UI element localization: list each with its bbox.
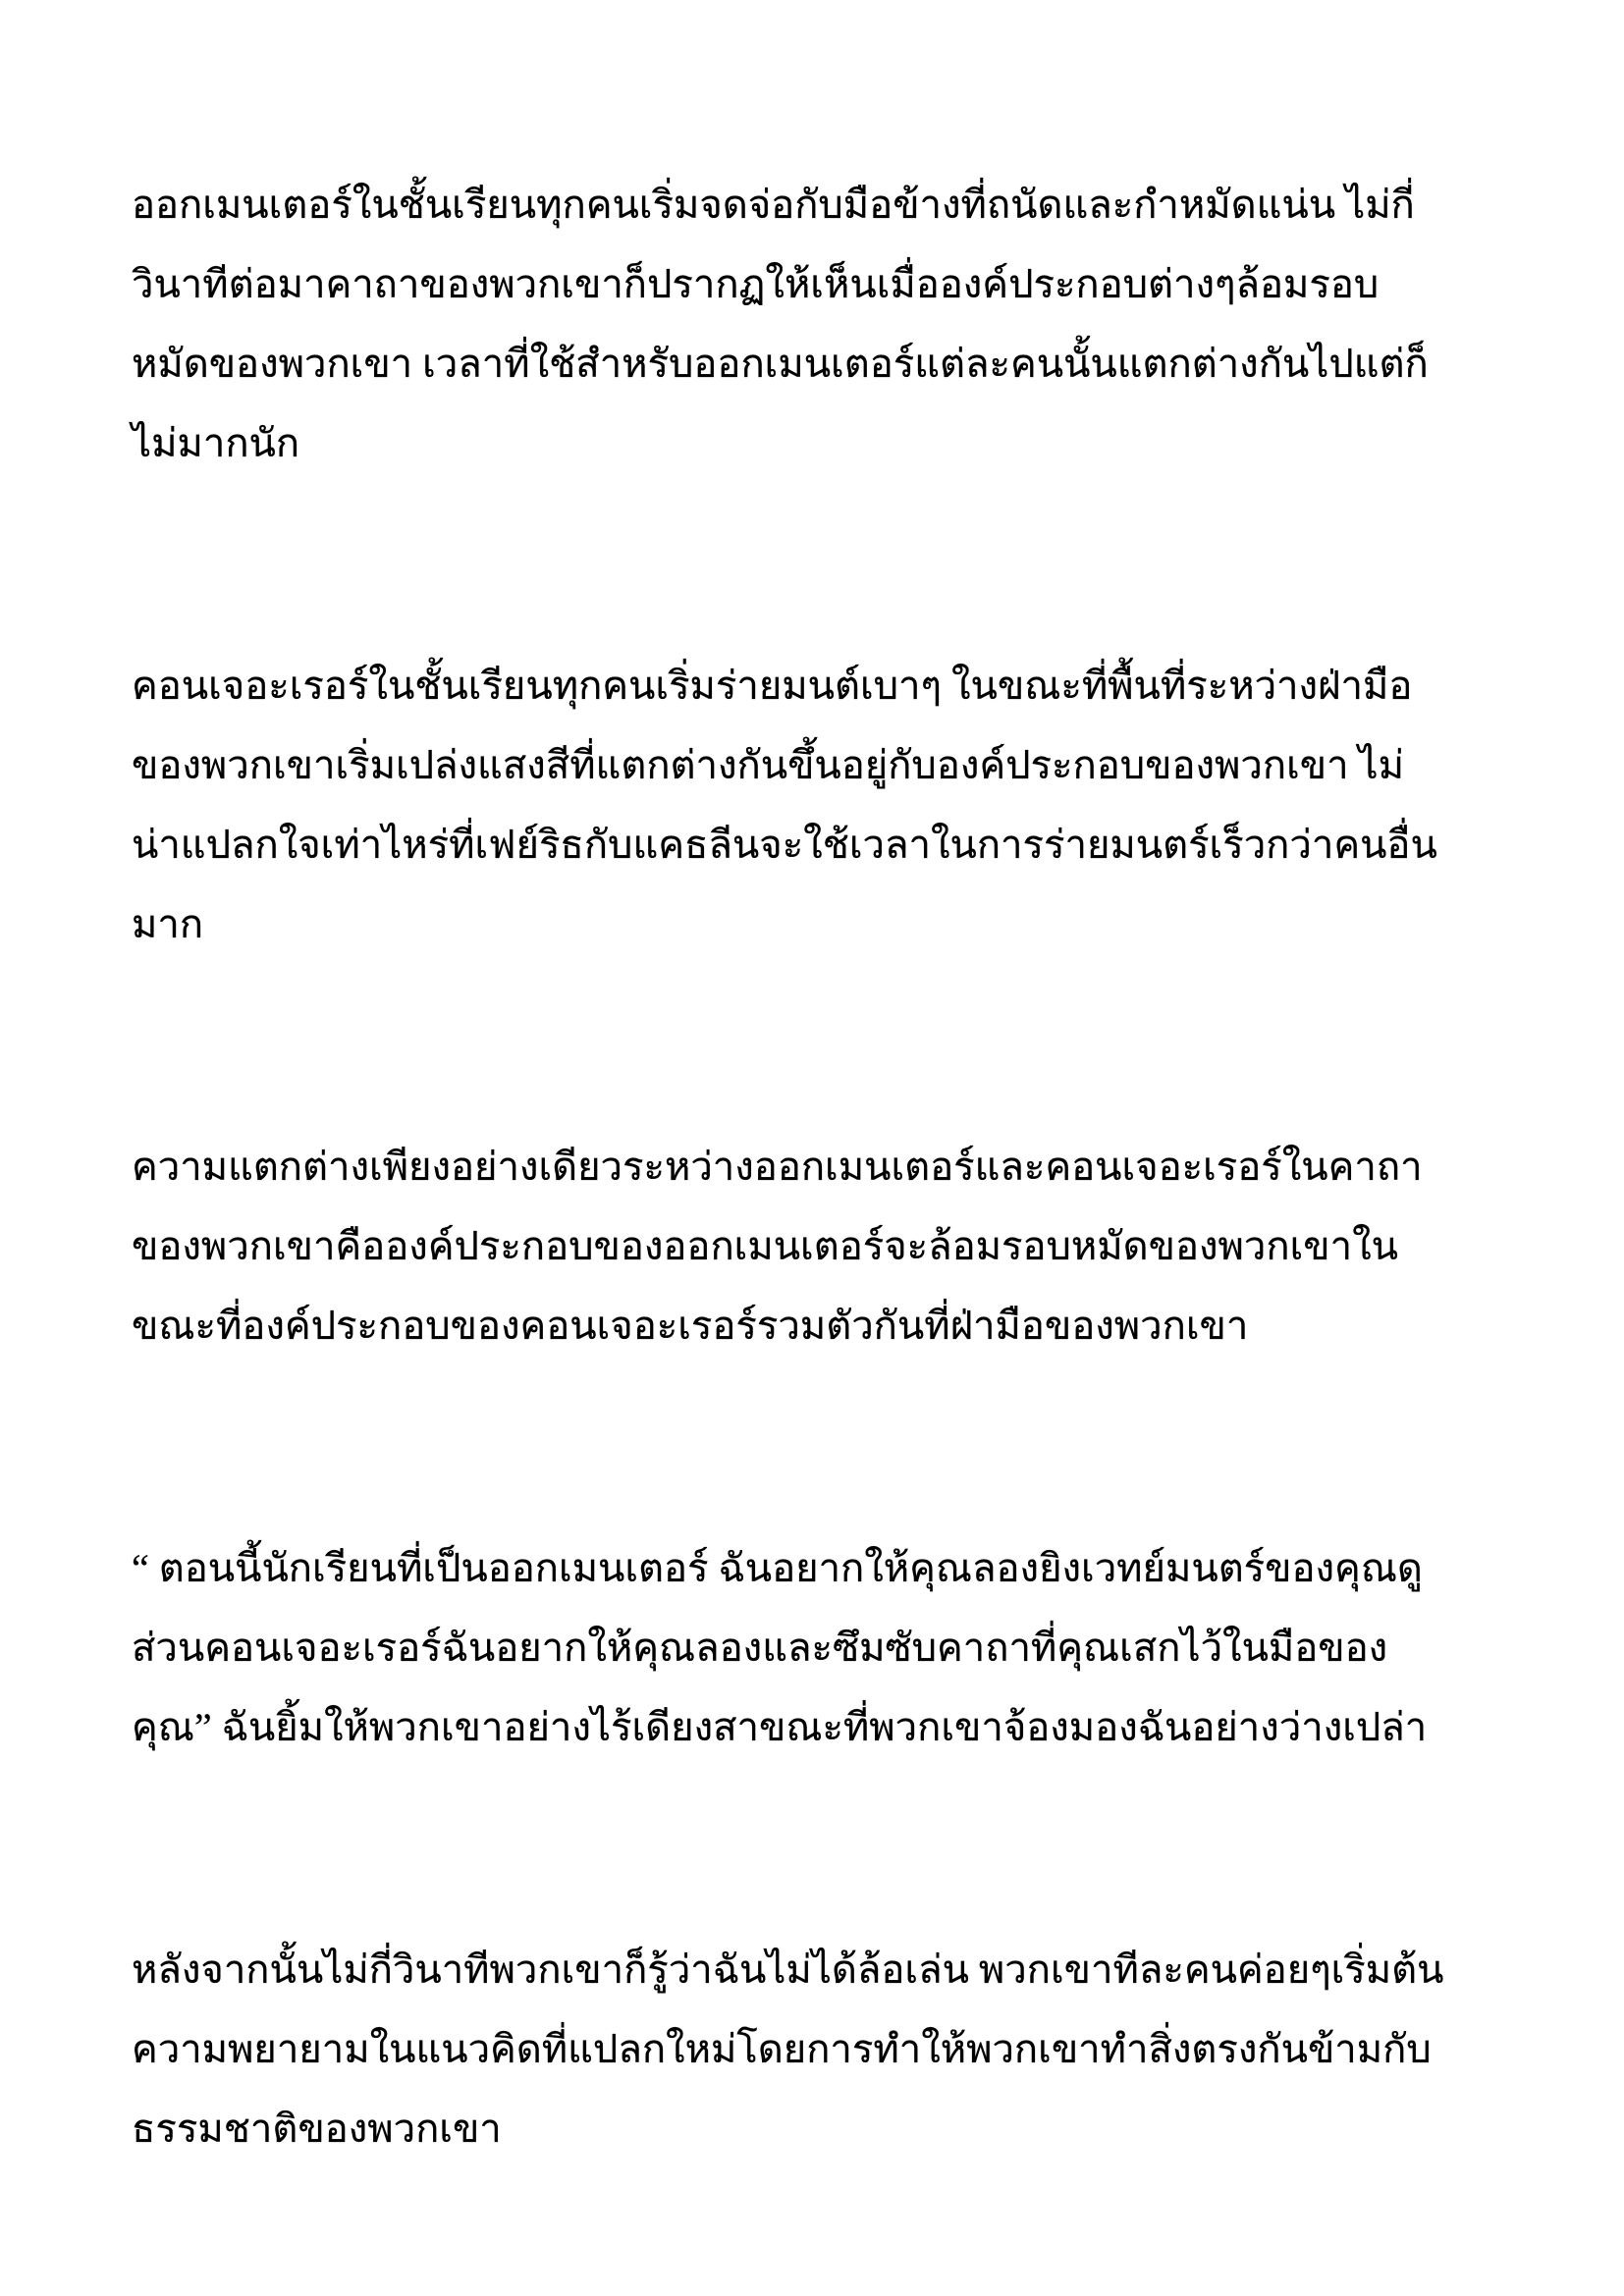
paragraph-quote-instruction: “ ตอนนี้นักเรียนที่เป็นออกเมนเตอร์ ฉันอยากให้คุณลองยิงเวทย์มนตร์ของคุณดู ส่วนคอนเจอะเรอร์ฉันอยากให้คุณลองและซึมซับคาถาที่คุณเสกไว้ในมือของคุณ” ฉันยิ้มให้พวกเขาอย่างไร้เดียงสาขณะที่พวกเขาจ้องมองฉันอย่างว่างเปล่า <box>132 1546 1428 1749</box>
paragraph-difference: ความแตกต่างเพียงอย่างเดียวระหว่างออกเมนเตอร์และคอนเจอะเรอร์ในคาถาของพวกเขาคือองค์ประกอบของออกเมนเตอร์จะล้อมรอบหมัดของพวกเขาในขณะที่องค์ประกอบของคอนเจอะเรอร์รวมตัวกันที่ฝ่ามือของพวกเขา <box>132 1145 1423 1348</box>
paragraph-realization: หลังจากนั้นไม่กี่วินาทีพวกเขาก็รู้ว่าฉันไม่ได้ล้อเล่น พวกเขาทีละคนค่อยๆเริ่มต้นความพยายามในแนวคิดที่แปลกใหม่โดยการทำให้พวกเขาทำสิ่งตรงกันข้ามกับธรรมชาติของพวกเขา <box>132 1948 1444 2151</box>
document-text-block <box>132 165 1447 2168</box>
paragraph-conjurer-palms: คอนเจอะเรอร์ในชั้นเรียนทุกคนเริ่มร่ายมนต์เบาๆ ในขณะที่พื้นที่ระหว่างฝ่ามือของพวกเขาเริ่มเปล่งแสงสีที่แตกต่างกันขึ้นอยู่กับองค์ประกอบของพวกเขา ไม่น่าแปลกใจเท่าไหร่ที่เฟย์ริธกับแคธลีนจะใช้เวลาในการร่ายมนตร์เร็วกว่าคนอื่นมาก <box>132 664 1437 946</box>
paragraph-augmenter-fists: ออกเมนเตอร์ในชั้นเรียนทุกคนเริ่มจดจ่อกับมือข้างที่ถนัดและกำหมัดแน่น ไม่กี่วินาทีต่อมาคาถาของพวกเขาก็ปรากฏให้เห็นเมื่อองค์ประกอบต่างๆล้อมรอบหมัดของพวกเขา เวลาที่ใช้สำหรับออกเมนเตอร์แต่ละคนนั้นแตกต่างกันไปแต่ก็ไม่มากนัก <box>132 183 1429 465</box>
